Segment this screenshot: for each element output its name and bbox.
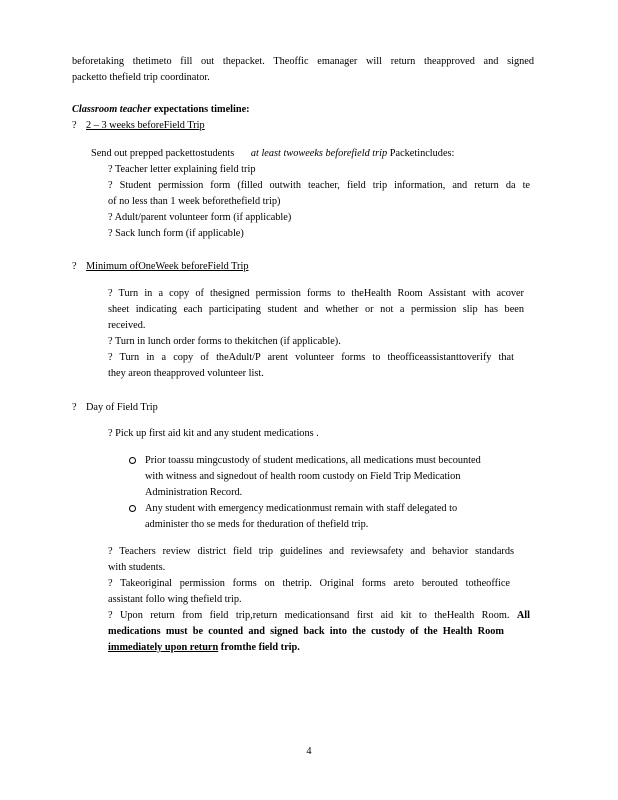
sub-list-line: Prior toassu mingcustody of student medications, all medications must becounted: [145, 455, 481, 466]
sub-list-line: administer tho se meds for theduration of thefield trip.: [145, 519, 369, 530]
bold-text: All: [516, 610, 530, 621]
paragraph-line: assistant follo wing thefield trip.: [108, 594, 242, 605]
list-item: ? Teacher letter explaining field trip: [108, 164, 256, 175]
paragraph-line: ? Pick up first aid kit and any student medications .: [108, 428, 319, 439]
list-item: ? Adult/parent volunteer form (if applicable): [108, 212, 292, 223]
bold-line: [108, 640, 300, 656]
bold-line: medications must be counted and signed back into the custody of the Health Room: [108, 626, 504, 637]
paragraph-line: ? Turn in lunch order forms to thekitchen (if applicable).: [108, 336, 341, 347]
packet-intro: [91, 146, 454, 162]
bold-text: fromthe field trip.: [220, 642, 300, 653]
sub-list-line: Any student with emergency medicationmust remain with staff delegated to: [145, 503, 458, 514]
timeline-heading-bold: expectations timeline:: [153, 104, 250, 115]
page-number: 4: [306, 746, 312, 757]
section-title: 2 – 3 weeks beforeField Trip: [86, 120, 205, 131]
circle-bullet-icon: [129, 457, 136, 464]
timeline-heading: [72, 102, 250, 118]
section-title: Day of Field Trip: [86, 402, 158, 413]
sub-list-line: Administration Record.: [145, 487, 243, 498]
circle-bullet-icon: [129, 505, 136, 512]
paragraph-line: [108, 608, 530, 624]
paragraph-line: with students.: [108, 562, 166, 573]
paragraph-line: ? Turn in a copy of theAdult/P arent volunteer forms to theofficeassistanttoverify that: [108, 352, 514, 363]
paragraph-line: received.: [108, 320, 146, 331]
packet-intro-text: Send out prepped packettostudents: [91, 148, 235, 159]
paragraph-line: sheet indicating each participating student and whether or not a permission slip has been: [108, 304, 524, 315]
paragraph-line: they areon theapproved volunteer list.: [108, 368, 264, 379]
paragraph-line: ? Takeoriginal permission forms on thetrip. Original forms areto berouted totheoffice: [108, 578, 510, 589]
packet-intro-emphasis: at least twoweeks beforefield trip: [250, 148, 388, 159]
bold-underlined-text: immediately upon return: [108, 642, 219, 653]
list-item: of no less than 1 week beforethefield trip): [108, 196, 281, 207]
list-item: ? Student permission form (filled outwith teacher, field trip information, and return da te: [108, 180, 530, 191]
list-item: ? Sack lunch form (if applicable): [108, 228, 244, 239]
intro-line: packetto thefield trip coordinator.: [72, 72, 210, 83]
paragraph-text: ? Upon return from field trip,return medicationsand first aid kit to theHealth Room.: [108, 610, 510, 621]
section-title: Minimum ofOneWeek beforeField Trip: [86, 261, 249, 272]
paragraph-line: ? Turn in a copy of thesigned permission forms to theHealth Room Assistant with acover: [108, 288, 524, 299]
section-bullet: ?: [72, 402, 77, 413]
packet-intro-tail: Packetincludes:: [389, 148, 455, 159]
paragraph-line: ? Teachers review district field trip guidelines and reviewsafety and behavior standards: [108, 546, 514, 557]
intro-line: beforetaking thetimeto fill out thepacket. Theoffic emanager will return theapproved and signed: [72, 56, 534, 67]
timeline-heading-italic: Classroom teacher: [72, 104, 152, 115]
sub-list-line: with witness and signedout of health room custody on Field Trip Medication: [145, 471, 461, 482]
section-bullet: ?: [72, 120, 77, 131]
section-bullet: ?: [72, 261, 77, 272]
